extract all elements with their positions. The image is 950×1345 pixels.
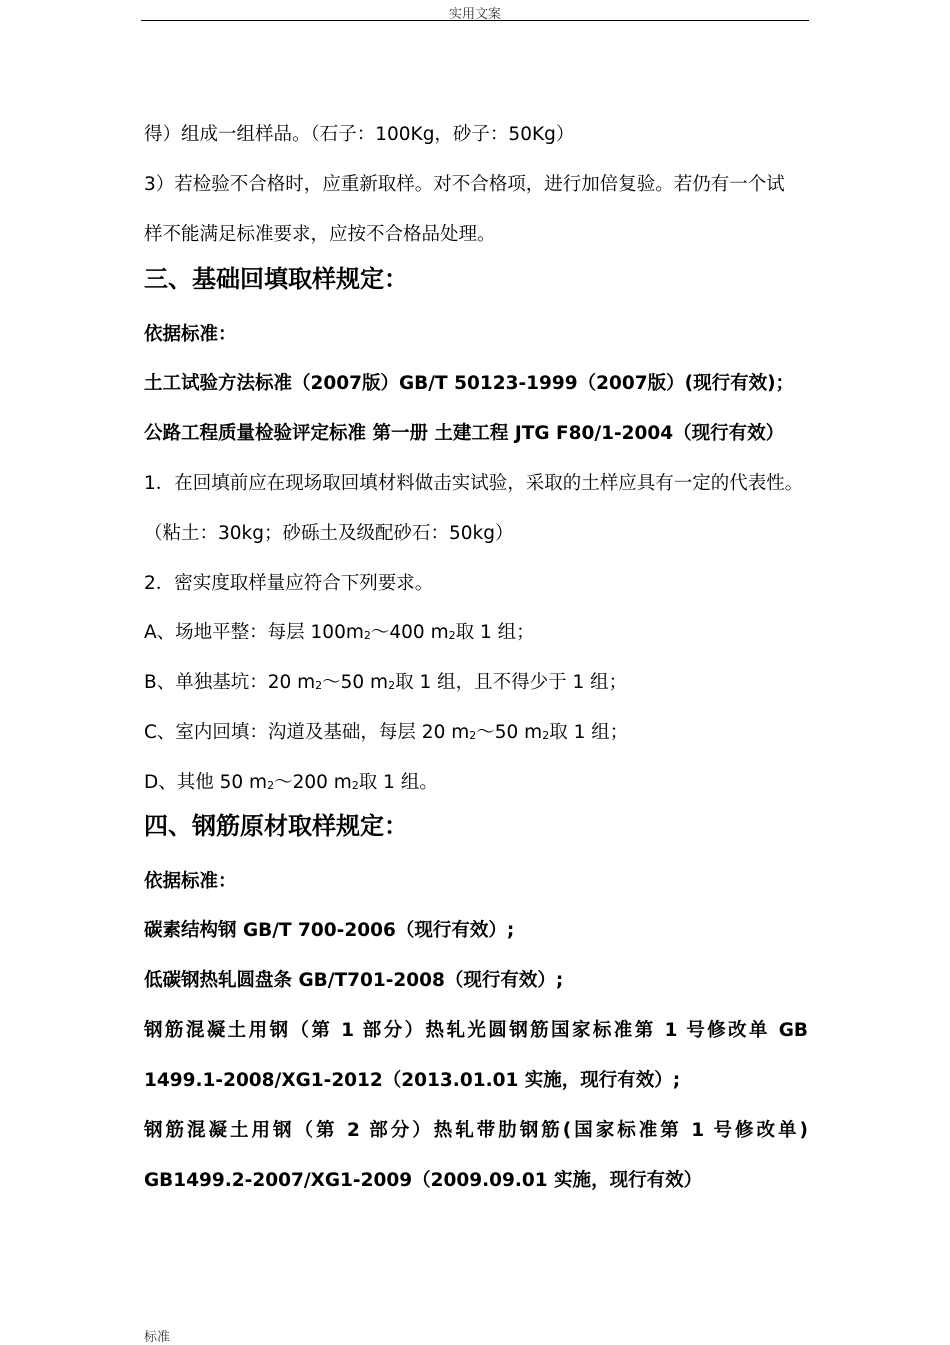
paragraph-line: 3）若检验不合格时，应重新取样。对不合格项，进行加倍复验。若仍有一个试 [144,174,785,195]
page-header: 实用文案 [448,7,501,22]
list-item-b: B、单独基坑：20 $m_2\sim 50$ $m_2$取 1 组，且不得少于 1 组； [144,672,628,693]
page-footer: 标准 [144,1330,171,1345]
standard-line: 碳素结构钢 GB/T 700-2006（现行有效）; [144,920,515,941]
list-item-c: C、室内回填：沟道及基础，每层 20 $m_2\sim 50$ $m_2$取 1 组； [144,722,629,743]
paragraph-line: （粘土：30kg；砂砾土及级配砂石：50kg） [144,523,514,544]
list-item-d: D、其他 50 $m_2\sim 200$ $m_2$取 1 组。 [144,772,438,793]
standard-line: 钢筋混凝土用钢（第 1 部分）热轧光圆钢筋国家标准第 1 号修改单 GB [144,1020,808,1041]
standard-line: 1499.1-2008/XG1-2012（2013.01.01 实施，现行有效）; [144,1070,681,1091]
standard-line: 钢筋混凝土用钢（第 2 部分）热轧带肋钢筋(国家标准第 1 号修改单) [144,1120,808,1141]
standard-line: GB1499.2-2007/XG1-2009（2009.09.01 实施，现行有效） [144,1170,703,1191]
paragraph-line: 1．在回填前应在现场取回填材料做击实试验，采取的土样应具有一定的代表性。 [144,473,804,494]
paragraph-line: 2．密实度取样量应符合下列要求。 [144,573,434,594]
paragraph-line: 样不能满足标准要求，应按不合格品处理。 [144,224,496,245]
basis-label: 依据标准： [144,871,237,892]
list-item-a: A、场地平整：每层 $100m_2\sim 400$ $m_2$取 1 组； [144,622,535,643]
standard-line: 土工试验方法标准（2007版）GB/T 50123-1999（2007版）(现行有效)； [144,373,795,394]
standard-line: 低碳钢热轧圆盘条 GB/T701-2008（现行有效）; [144,970,564,991]
standard-line: 公路工程质量检验评定标准 第一册 土建工程 JTG F80/1-2004（现行有效） [144,423,785,444]
section-heading-4: 四、钢筋原材取样规定： [144,812,408,840]
header-rule [141,20,809,21]
paragraph-line: 得）组成一组样品。（石子：100Kg，砂子：50Kg） [144,124,575,145]
section-heading-3: 三、基础回填取样规定： [144,265,408,293]
basis-label: 依据标准： [144,324,237,345]
